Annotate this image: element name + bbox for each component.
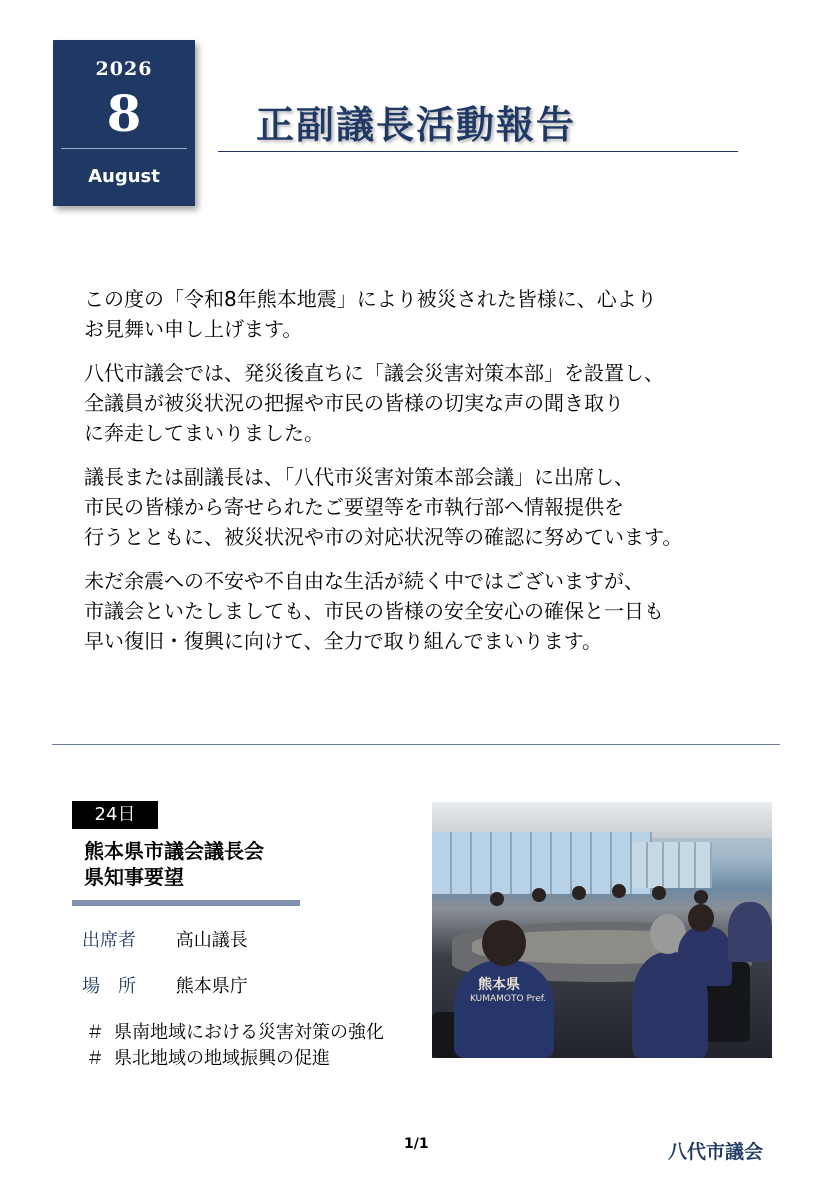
section-divider xyxy=(52,744,780,745)
event-title-bar xyxy=(72,900,300,906)
attendee-label: 出席者 xyxy=(82,930,136,951)
message-body xyxy=(84,284,764,670)
photo-person-head xyxy=(532,888,546,902)
event-title: 熊本県市議会議長会 県知事要望 xyxy=(84,839,264,889)
photo-person-head xyxy=(652,886,666,900)
attendee-value: 高山議長 xyxy=(175,930,248,951)
agenda-item xyxy=(86,1046,384,1072)
agenda-text: 県南地域における災害対策の強化 xyxy=(114,1022,384,1043)
photo-windows xyxy=(632,842,712,888)
photo-person-head xyxy=(490,892,504,906)
hash-mark: ＃ xyxy=(86,1048,104,1069)
date-divider xyxy=(61,148,187,149)
footer-organization: 八代市議会 xyxy=(668,1141,764,1163)
photo-person xyxy=(678,926,732,986)
meeting-photo xyxy=(432,802,772,1058)
place-row xyxy=(82,972,248,998)
photo-person-head xyxy=(482,920,526,966)
page-number: 1/1 xyxy=(404,1136,429,1152)
photo-jacket-subtext: KUMAMOTO Pref. xyxy=(470,994,547,1004)
place-label: 場 所 xyxy=(82,976,136,997)
place-value: 熊本県庁 xyxy=(175,976,248,997)
message-paragraph: この度の「令和8年熊本地震」により被災された皆様に、心より お見舞い申し上げます。 xyxy=(84,287,657,341)
message-paragraph: 八代市議会では、発災後直ちに「議会災害対策本部」を設置し、 全議員が被災状況の把握や市民の皆様の切実な声の聞き取り に奔走してまいりました。 xyxy=(84,361,664,445)
photo-person xyxy=(728,902,772,962)
hash-mark: ＃ xyxy=(86,1022,104,1043)
message-paragraph: 議長または副議長は、「八代市災害対策本部会議」に出席し、 市民の皆様から寄せられたご要望等を市執行部へ情報提供を 行うとともに、被災状況や市の対応状況等の確認に努めています。 xyxy=(84,465,683,549)
attendee-row xyxy=(82,926,248,952)
page-title: 正副議長活動報告 xyxy=(256,103,577,147)
date-month-number: 8 xyxy=(106,84,142,143)
photo-person-head xyxy=(694,890,708,904)
message-paragraph: 未だ余震への不安や不自由な生活が続く中ではございますが、 市議会といたしましても、市民の皆様の安全安心の確保と一日も 早い復旧・復興に向けて、全力で取り組んでまいります。 xyxy=(84,569,664,653)
date-month-name: August xyxy=(88,166,160,187)
photo-person-head xyxy=(688,904,714,932)
title-underline xyxy=(218,151,738,152)
agenda-item xyxy=(86,1020,384,1046)
photo-person-head xyxy=(612,884,626,898)
date-year: 2026 xyxy=(95,58,153,80)
agenda-list xyxy=(86,1020,384,1072)
photo-jacket-text: 熊本県 xyxy=(478,977,520,993)
agenda-text: 県北地域の地域振興の促進 xyxy=(114,1048,330,1069)
photo-person-head xyxy=(572,886,586,900)
date-box xyxy=(53,40,195,206)
event-day-badge: 24日 xyxy=(72,801,158,829)
